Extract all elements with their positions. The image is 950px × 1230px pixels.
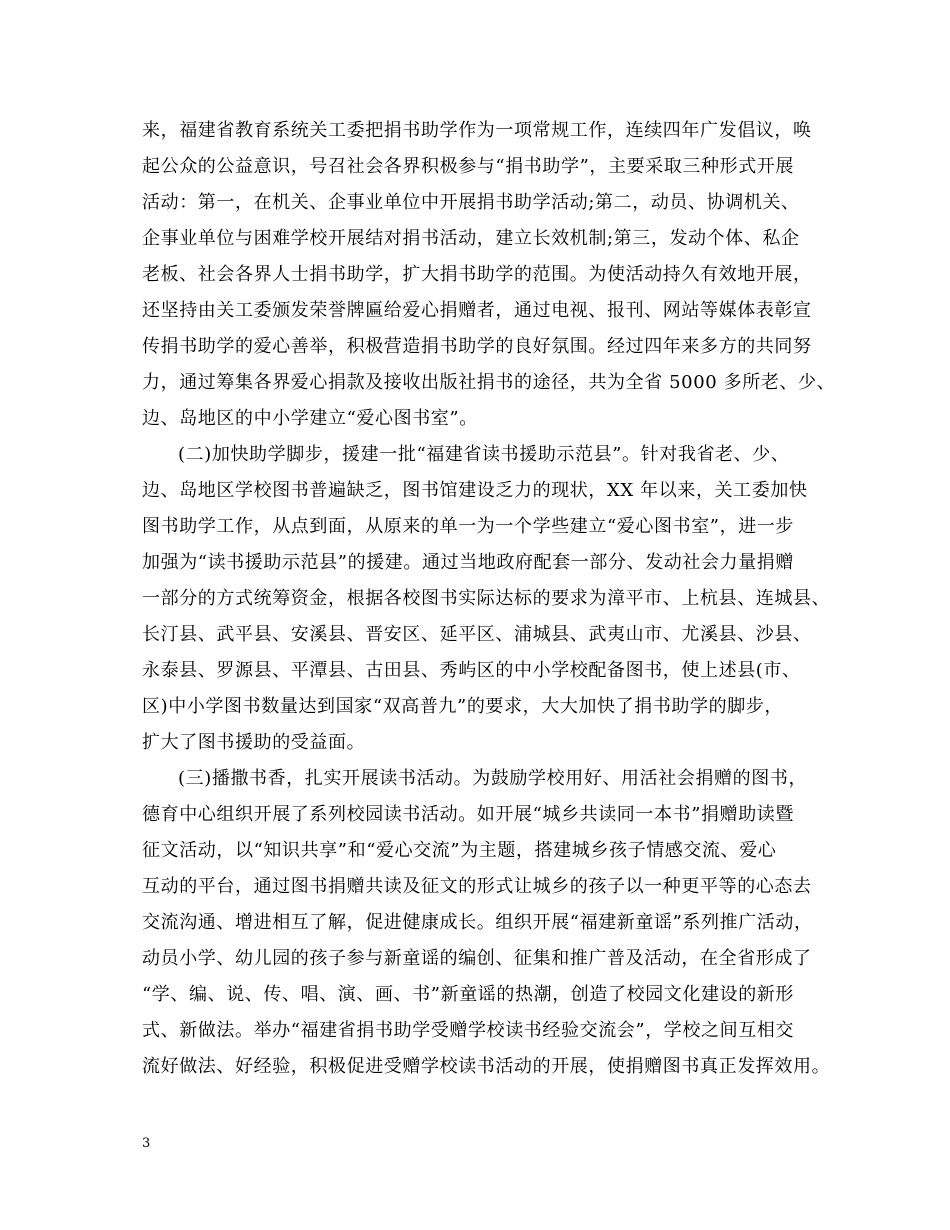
paragraph-section-2 bbox=[142, 437, 832, 761]
text-line: 边、岛地区的中小学建立“爱心图书室”。 bbox=[142, 408, 478, 429]
text-line: 扩大了图书援助的受益面。 bbox=[142, 732, 366, 753]
text-line: 加强为“读书援助示范县”的援建。通过当地政府配套一部分、发动社会力量捐赠 bbox=[142, 552, 795, 573]
text-line: “学、编、说、传、唱、演、画、书”新童谣的热潮，创造了校园文化建设的新形 bbox=[142, 984, 795, 1005]
text-line: 流好做法、好经验，积极促进受赠学校读书活动的开展，使捐赠图书真正发挥效用。 bbox=[142, 1056, 831, 1077]
text-line: 老板、社会各界人士捐书助学，扩大捐书助学的范围。为使活动持久有效地开展， bbox=[142, 264, 812, 285]
text-line: 区)中小学图书数量达到国家“双高普九”的要求，大大加快了捐书助学的脚步， bbox=[142, 696, 784, 717]
text-line: 交流沟通、增进相互了解，促进健康成长。组织开展“福建新童谣”系列推广活动， bbox=[142, 912, 813, 933]
text-line: 长汀县、武平县、安溪县、晋安区、延平区、浦城县、武夷山市、尤溪县、沙县、 bbox=[142, 624, 812, 645]
text-line: 活动：第一，在机关、企事业单位中开展捐书助学活动;第二，动员、协调机关、 bbox=[142, 192, 800, 213]
text-line: 力，通过筹集各界爱心捐款及接收出版社捐书的途径，共为全省 5000 多所老、少、 bbox=[142, 372, 836, 393]
paragraph-continued bbox=[142, 113, 836, 437]
text-line: 企事业单位与困难学校开展结对捐书活动，建立长效机制;第三，发动个体、私企 bbox=[142, 228, 800, 249]
text-line: (三)播撒书香，扎实开展读书活动。为鼓励学校用好、用活社会捐赠的图书， bbox=[178, 768, 808, 789]
text-line: 式、新做法。举办“福建省捐书助学受赠学校读书经验交流会”，学校之间互相交 bbox=[142, 1020, 795, 1041]
paragraph-section-3 bbox=[142, 761, 832, 1085]
text-line: 动员小学、幼儿园的孩子参与新童谣的编创、征集和推广普及活动，在全省形成了 bbox=[142, 948, 812, 969]
text-line: 来，福建省教育系统关工委把捐书助学作为一项常规工作，连续四年广发倡议，唤 bbox=[142, 120, 812, 141]
text-line: 边、岛地区学校图书普遍缺乏，图书馆建设乏力的现状，XX 年以来，关工委加快 bbox=[142, 480, 808, 501]
text-line: (二)加快助学脚步，援建一批“福建省读书援助示范县”。针对我省老、少、 bbox=[178, 444, 790, 465]
text-line: 征文活动，以“知识共享”和“爱心交流”为主题，搭建城乡孩子情感交流、爱心 bbox=[142, 840, 777, 861]
text-line: 德育中心组织开展了系列校园读书活动。如开展“城乡共读同一本书”捐赠助读暨 bbox=[142, 804, 795, 825]
text-line: 互动的平台，通过图书捐赠共读及征文的形式让城乡的孩子以一种更平等的心态去 bbox=[142, 876, 812, 897]
text-line: 起公众的公益意识，号召社会各界积极参与“捐书助学”，主要采取三种形式开展 bbox=[142, 156, 795, 177]
text-line: 一部分的方式统筹资金，根据各校图书实际达标的要求为漳平市、上杭县、连城县、 bbox=[142, 588, 831, 609]
text-line: 图书助学工作，从点到面，从原来的单一为一个学些建立“爱心图书室”，进一步 bbox=[142, 516, 795, 537]
page-number: 3 bbox=[142, 1136, 151, 1151]
document-body bbox=[142, 113, 836, 1085]
text-line: 还坚持由关工委颁发荣誉牌匾给爱心捐赠者，通过电视、报刊、网站等媒体表彰宣 bbox=[142, 300, 812, 321]
text-line: 传捐书助学的爱心善举，积极营造捐书助学的良好氛围。经过四年来多方的共同努 bbox=[142, 336, 812, 357]
text-line: 永泰县、罗源县、平潭县、古田县、秀屿区的中小学校配备图书，使上述县(市、 bbox=[142, 660, 801, 681]
